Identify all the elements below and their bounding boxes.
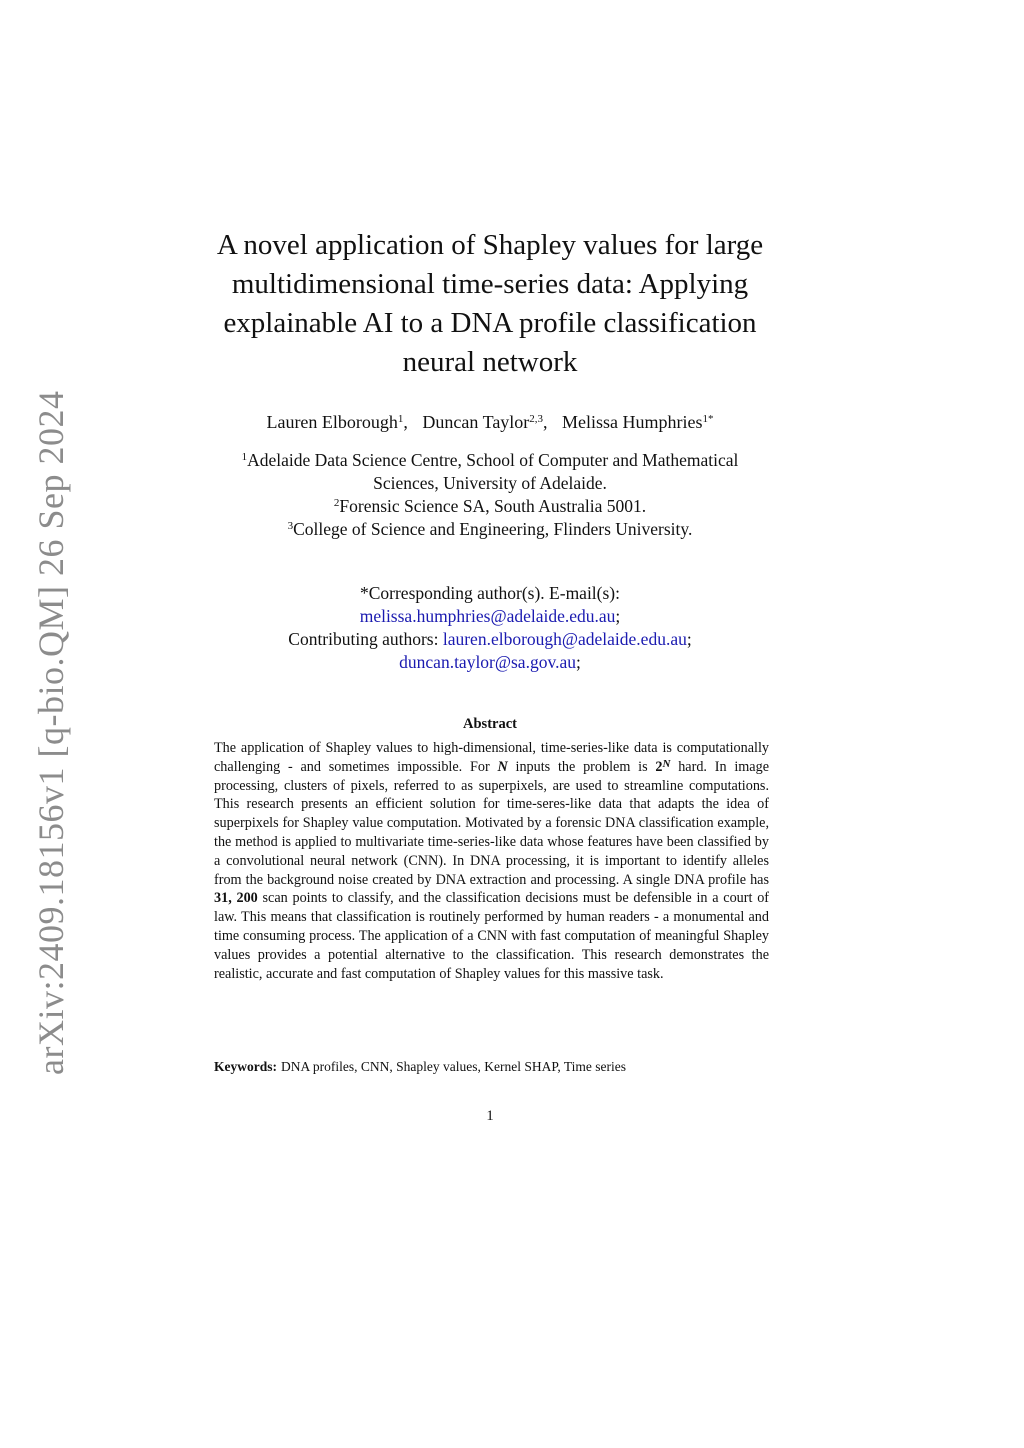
affiliation-list — [190, 449, 790, 541]
affiliation-mark: 3 — [287, 520, 294, 532]
corresponding-label: *Corresponding author(s). E-mail(s): — [359, 583, 620, 603]
affiliation-mark: 2 — [333, 497, 340, 509]
affiliation-mark: 1 — [241, 451, 248, 463]
math-symbol: $2^N$ — [655, 757, 671, 775]
affiliation-1: $^1$Adelaide Data Science Centre, School of Computer and Mathematical — [241, 450, 739, 470]
title-line: A novel application of Shapley values for large — [216, 229, 764, 261]
corresponding-email-link[interactable]: melissa.humphries@adelaide.edu.au — [359, 606, 616, 626]
math-number: 31, 200 — [214, 890, 258, 907]
keywords — [214, 1058, 769, 1076]
author-affiliation-mark: 1* — [702, 413, 714, 425]
corresponding-email-line: melissa.humphries@adelaide.edu.au; — [359, 606, 621, 626]
contributing-authors-line: Contributing authors: lauren.elborough@adelaide.edu.au; — [288, 629, 692, 649]
affiliation-2: $^2$Forensic Science SA, South Australia 5001. — [333, 496, 647, 516]
affiliation-3: $^3$College of Science and Engineering, Flinders University. — [287, 519, 693, 539]
arxiv-identifier-stamp: arXiv:2409.18156v1 [q-bio.QM] 26 Sep 2024 — [31, 390, 71, 1075]
author-separator: , — [403, 412, 408, 432]
contributing-email-link[interactable]: duncan.taylor@sa.gov.au — [399, 652, 576, 672]
keywords-label: Keywords: — [214, 1059, 277, 1074]
keywords-text: DNA profiles, CNN, Shapley values, Kernel SHAP, Time series — [281, 1059, 626, 1074]
abstract-heading: Abstract — [463, 716, 517, 732]
math-symbol: N — [497, 758, 508, 775]
affiliation-1-continued: Sciences, University of Adelaide. — [373, 473, 607, 493]
author-list — [190, 410, 790, 434]
contributing-email-line: duncan.taylor@sa.gov.au; — [399, 652, 581, 672]
paper-title — [190, 226, 790, 382]
page-number: 1 — [486, 1108, 494, 1124]
author-name: Duncan Taylor — [422, 412, 530, 432]
corresponding-author-info — [190, 582, 790, 674]
contributing-email-link[interactable]: lauren.elborough@adelaide.edu.au — [442, 629, 687, 649]
title-line: multidimensional time-series data: Applying — [231, 268, 749, 300]
author-affiliation-mark: 1 — [397, 413, 404, 425]
author-name: Lauren Elborough — [266, 412, 398, 432]
title-line: explainable AI to a DNA profile classification — [223, 307, 757, 339]
abstract-body: The application of Shapley values to high-dimensional, time-series-like data is computationally challenging - and sometimes impossible. For N inputs the problem is $2^N$ hard. In image processing, clusters of pixels, referred to as superpixels, are used to streamline computations. This research presents an efficient solution for time-seres-like data that adapts the idea of superpixels for Shapley value computation. Motivated by a forensic DNA classification example, the method is applied to multivariate time-series-like data whose features have been classified by a convolutional neural network (CNN). In DNA processing, it is important to identify alleles from the background noise created by DNA extraction and processing. A single DNA profile has 31, 200 scan points to classify, and the classification decisions must be defensible in a court of law. This means that classification is routinely performed by human readers - a monumental and time consuming process. The application of a CNN with fast computation of meaningful Shapley values provides a potential alternative to the classification. This research demonstrates the realistic, accurate and fast computation of Shapley values for this massive task. — [214, 740, 770, 982]
title-line: neural network — [402, 346, 578, 378]
author-name: Melissa Humphries — [562, 412, 703, 432]
contributing-label: Contributing authors: — [288, 629, 443, 649]
author-separator: , — [543, 412, 548, 432]
author-affiliation-mark: 2,3 — [529, 413, 544, 425]
